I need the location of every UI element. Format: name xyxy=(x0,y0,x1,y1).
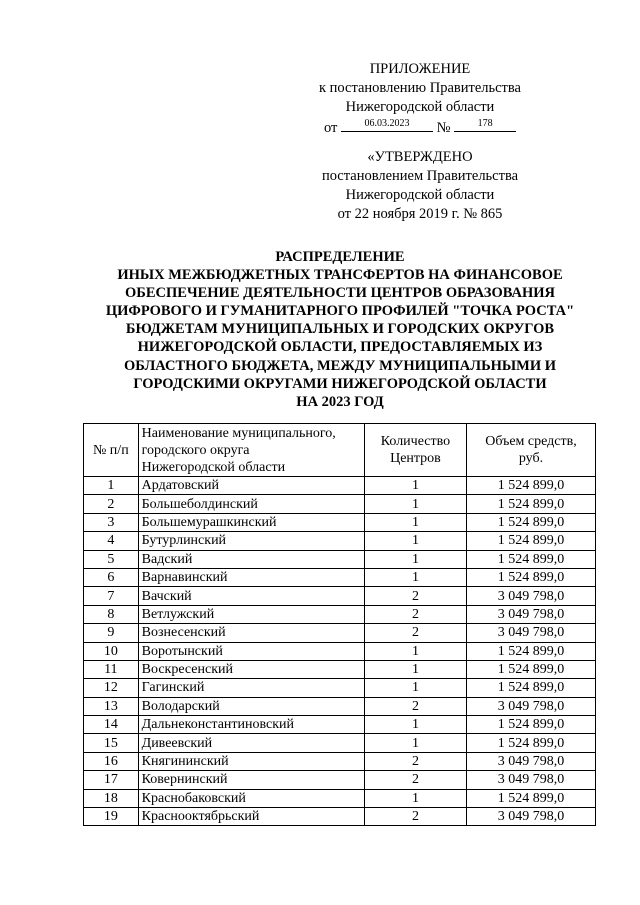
cell-name: Княгининский xyxy=(138,752,364,770)
header-sum xyxy=(466,424,595,477)
cell-sum: 1 524 899,0 xyxy=(466,495,595,513)
number-fill xyxy=(454,117,516,132)
cell-sum: 1 524 899,0 xyxy=(466,660,595,678)
table-header-row xyxy=(84,424,596,477)
table-row xyxy=(84,808,596,826)
table-row xyxy=(84,605,596,623)
table-row xyxy=(84,587,596,605)
header-count xyxy=(364,424,466,477)
title-line: НИЖЕГОРОДСКОЙ ОБЛАСТИ, ПРЕДОСТАВЛЯЕМЫХ ИЗ xyxy=(137,339,543,356)
cell-name: Вознесенский xyxy=(138,624,364,642)
cell-name: Большемурашкинский xyxy=(138,513,364,531)
cell-num: 15 xyxy=(84,734,139,752)
cell-num: 14 xyxy=(84,716,139,734)
cell-count: 1 xyxy=(364,789,466,807)
cell-num: 16 xyxy=(84,752,139,770)
table-row xyxy=(84,513,596,531)
cell-sum: 3 049 798,0 xyxy=(466,752,595,770)
cell-num: 18 xyxy=(84,789,139,807)
approved-line-3: Нижегородской области xyxy=(345,187,495,203)
cell-sum: 1 524 899,0 xyxy=(466,532,595,550)
header-name xyxy=(138,424,364,477)
cell-num: 3 xyxy=(84,513,139,531)
header-name-line: городского округа xyxy=(141,442,250,458)
title-line: ОБЕСПЕЧЕНИЕ ДЕЯТЕЛЬНОСТИ ЦЕНТРОВ ОБРАЗОВАНИЯ xyxy=(125,285,555,302)
cell-name: Вачский xyxy=(138,587,364,605)
table-row xyxy=(84,495,596,513)
cell-num: 2 xyxy=(84,495,139,513)
cell-count: 2 xyxy=(364,605,466,623)
document-title xyxy=(80,248,600,411)
header-sum-line: руб. xyxy=(518,451,544,466)
cell-name: Варнавинский xyxy=(138,568,364,586)
approved-line-4: от 22 ноября 2019 г. № 865 xyxy=(337,206,503,222)
date-fill xyxy=(341,117,433,132)
table-body xyxy=(84,477,596,826)
table-row xyxy=(84,550,596,568)
cell-sum: 3 049 798,0 xyxy=(466,697,595,715)
table-row xyxy=(84,624,596,642)
header-name-line: Нижегородской области xyxy=(141,459,286,475)
cell-num: 5 xyxy=(84,550,139,568)
date-value: 06.03.2023 xyxy=(364,118,410,129)
title-line: НА 2023 ГОД xyxy=(296,393,384,410)
cell-num: 13 xyxy=(84,697,139,715)
cell-sum: 3 049 798,0 xyxy=(466,605,595,623)
title-line: БЮДЖЕТАМ МУНИЦИПАЛЬНЫХ И ГОРОДСКИХ ОКРУГОВ xyxy=(125,321,555,338)
appendix-line-1: к постановлению Правительства xyxy=(319,80,521,96)
table-row xyxy=(84,697,596,715)
appendix-heading: ПРИЛОЖЕНИЕ xyxy=(369,61,471,77)
cell-name: Ардатовский xyxy=(138,477,364,495)
appendix-block xyxy=(300,60,540,138)
approved-line-1: «УТВЕРЖДЕНО xyxy=(367,149,473,165)
cell-count: 1 xyxy=(364,532,466,550)
cell-name: Ковернинский xyxy=(138,771,364,789)
table-row xyxy=(84,752,596,770)
header-sum-line: Объем средств, xyxy=(485,434,577,449)
table-row xyxy=(84,660,596,678)
cell-sum: 1 524 899,0 xyxy=(466,550,595,568)
cell-count: 1 xyxy=(364,495,466,513)
cell-count: 1 xyxy=(364,660,466,678)
cell-count: 1 xyxy=(364,513,466,531)
cell-sum: 3 049 798,0 xyxy=(466,808,595,826)
cell-name: Ветлужский xyxy=(138,605,364,623)
cell-count: 2 xyxy=(364,587,466,605)
cell-num: 9 xyxy=(84,624,139,642)
table-row xyxy=(84,477,596,495)
cell-name: Большеболдинский xyxy=(138,495,364,513)
title-line: ЦИФРОВОГО И ГУМАНИТАРНОГО ПРОФИЛЕЙ "ТОЧКА РОСТА" xyxy=(105,303,575,320)
number-value: 178 xyxy=(477,118,493,129)
header-count-line: Количество xyxy=(380,434,451,449)
date-prefix: от xyxy=(323,120,338,136)
cell-sum: 1 524 899,0 xyxy=(466,734,595,752)
cell-sum: 3 049 798,0 xyxy=(466,771,595,789)
cell-num: 11 xyxy=(84,660,139,678)
cell-num: 8 xyxy=(84,605,139,623)
cell-name: Бутурлинский xyxy=(138,532,364,550)
cell-sum: 1 524 899,0 xyxy=(466,642,595,660)
header-num: № п/п xyxy=(84,424,139,477)
cell-name: Краснооктябрьский xyxy=(138,808,364,826)
cell-num: 6 xyxy=(84,568,139,586)
cell-sum: 1 524 899,0 xyxy=(466,789,595,807)
cell-count: 1 xyxy=(364,716,466,734)
cell-num: 12 xyxy=(84,679,139,697)
title-line: ИНЫХ МЕЖБЮДЖЕТНЫХ ТРАНСФЕРТОВ НА ФИНАНСОВОЕ xyxy=(117,267,563,284)
cell-sum: 1 524 899,0 xyxy=(466,568,595,586)
cell-count: 2 xyxy=(364,697,466,715)
approved-block xyxy=(300,148,540,224)
table-row xyxy=(84,568,596,586)
cell-count: 1 xyxy=(364,679,466,697)
cell-count: 2 xyxy=(364,752,466,770)
cell-name: Дальнеконстантиновский xyxy=(138,716,364,734)
cell-name: Дивеевский xyxy=(138,734,364,752)
distribution-table xyxy=(83,423,596,826)
table-row xyxy=(84,679,596,697)
cell-count: 1 xyxy=(364,568,466,586)
cell-count: 2 xyxy=(364,771,466,789)
cell-sum: 1 524 899,0 xyxy=(466,716,595,734)
cell-name: Вадский xyxy=(138,550,364,568)
cell-num: 17 xyxy=(84,771,139,789)
title-line: ОБЛАСТНОГО БЮДЖЕТА, МЕЖДУ МУНИЦИПАЛЬНЫМИ И xyxy=(123,357,557,374)
cell-num: 19 xyxy=(84,808,139,826)
cell-num: 4 xyxy=(84,532,139,550)
cell-num: 1 xyxy=(84,477,139,495)
table-row xyxy=(84,771,596,789)
cell-count: 1 xyxy=(364,642,466,660)
header-count-line: Центров xyxy=(390,451,441,466)
appendix-line-2: Нижегородской области xyxy=(345,99,495,115)
title-line: РАСПРЕДЕЛЕНИЕ xyxy=(275,249,405,265)
cell-sum: 3 049 798,0 xyxy=(466,587,595,605)
table-row xyxy=(84,532,596,550)
title-line: ГОРОДСКИМИ ОКРУГАМИ НИЖЕГОРОДСКОЙ ОБЛАСТИ xyxy=(133,375,547,392)
header-name-line: Наименование муниципального, xyxy=(141,425,336,441)
table-row xyxy=(84,789,596,807)
cell-name: Воротынский xyxy=(138,642,364,660)
cell-name: Краснобаковский xyxy=(138,789,364,807)
cell-name: Воскресенский xyxy=(138,660,364,678)
cell-count: 1 xyxy=(364,550,466,568)
approved-line-2: постановлением Правительства xyxy=(321,168,519,184)
cell-num: 10 xyxy=(84,642,139,660)
cell-name: Гагинский xyxy=(138,679,364,697)
cell-name: Володарский xyxy=(138,697,364,715)
appendix-date-line xyxy=(300,117,540,138)
cell-count: 1 xyxy=(364,477,466,495)
table-row xyxy=(84,734,596,752)
cell-sum: 1 524 899,0 xyxy=(466,477,595,495)
cell-count: 1 xyxy=(364,734,466,752)
table-row xyxy=(84,716,596,734)
cell-sum: 1 524 899,0 xyxy=(466,679,595,697)
cell-count: 2 xyxy=(364,624,466,642)
cell-num: 7 xyxy=(84,587,139,605)
table-row xyxy=(84,642,596,660)
cell-count: 2 xyxy=(364,808,466,826)
number-sign: № xyxy=(436,120,451,136)
cell-sum: 3 049 798,0 xyxy=(466,624,595,642)
cell-sum: 1 524 899,0 xyxy=(466,513,595,531)
